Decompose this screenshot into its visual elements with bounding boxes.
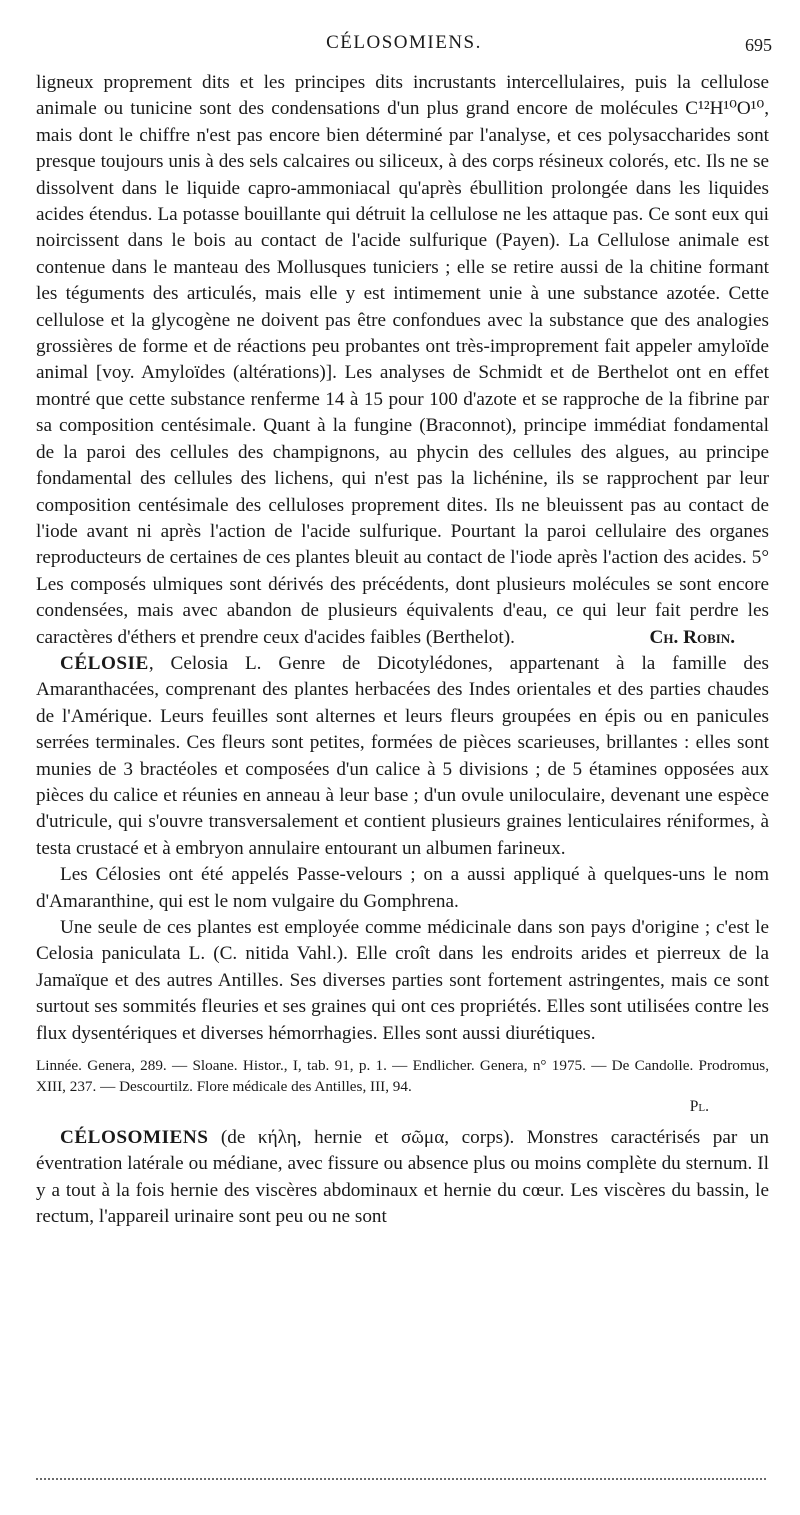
page-body [36,70,769,1231]
celosie-text: , Celosia L. Genre de Dicotylédones, appartenant à la famille des Amaranthacées, comprenant des plantes herbacées des Indes orientales et des parties chaudes de l'Amérique. Leurs feuilles sont alternes et leurs fleurs groupées en épis ou en panicules serrées terminales. Ces fleurs sont petites, formées de pièces scarieuses, brillantes : elles sont munies de 3 bractéoles et composées d'un calice à 5 divisions ; de 5 étamines opposées aux pièces du calice et réunies en anneau à leur base ; d'un ovule uniloculaire, devenant une espèce d'utricule, qui s'ouvre transversalement et contient plusieurs graines lenticulaires réniformes, à testa crustacé et à embryon annulaire entourant un albumen farineux. [36,652,769,859]
cellulose-paragraph [36,70,769,651]
footer-dotted-rule [36,1478,766,1480]
author-signature-robin: Ch. Robin. [649,626,735,648]
celosie-entry [36,651,769,862]
celosomiens-text: (de κήλη, hernie et σῶμα, corps). Monstres caractérisés par un éventration latérale ou médiane, avec fissure ou absence plus ou moins complète du sternum. Il y a tout à la fois hernie des viscères abdominaux et hernie du cœur. Les viscères du bassin, le rectum, l'appareil urinaire sont peu ou ne sont [36,1127,769,1228]
running-title: CÉLOSOMIENS. [326,32,482,53]
medicinal-paragraph: Une seule de ces plantes est employée comme médicinale dans son pays d'origine ; c'est le Celosia paniculata L. (C. nitida Vahl.). Elle croît dans les endroits arides et pierreux de la Jamaïque et des autres Antilles. Ses diverses parties sont fortement astringentes, mais ce sont surtout ses sommités fleuries et ses graines qui ont ces propriétés. Elles sont utilisées contre les flux dysentériques et diverses hémorrhagies. Elles sont aussi diurétiques. [36,917,769,1044]
celosie-headword: CÉLOSIE [60,652,149,674]
cellulose-text: ligneux proprement dits et les principes dits incrustants intercellulaires, puis la cellulose animale ou tunicine sont des condensations d'un plus grand encore de molécules C¹²H¹⁰O¹⁰, mais dont le chiffre n'est pas encore bien déterminé par l'analyse, et ces polysaccharides sont presque toujours unis à des sels calcaires ou siliceux, à des corps résineux colorés, etc. Ils ne se dissolvent dans le liquide capro-ammoniacal qu'après ébullition prolongée dans les liquides acides étendus. La potasse bouillante qui détruit la cellulose ne les attaque pas. Ce sont eux qui noircissent dans le bois au contact de l'acide sulfurique (Payen). La Cellulose animale est contenue dans le manteau des Mollusques tuniciers ; elle se retire aussi de la chitine formant les téguments des articulés, mais elle y est intimement unie à une substance azotée. Cette cellulose et la glycogène ne doivent pas être confondues avec la substance que des analogies grossières de forme et de réactions peu probantes ont très-improprement fait appeler amyloïde animal [voy. Amyloïdes (altérations)]. Les analyses de Schmidt et de Berthelot ont en effet montré que cette substance renferme 14 à 15 pour 100 d'azote et se rapproche de la fibrine par sa composition centésimale. Quant à la fungine (Braconnot), principe immédiat fondamental de la paroi des cellules des champignons, au phycin des cellules des algues, au principe fondamental des cellules des lichens, qui n'est pas la lichénine, ils se rapprochent par leur composition centésimale des celluloses proprement dites. Ils ne bleuissent pas au contact de l'iode avant ni après l'action de l'acide sulfurique. Pourtant la paroi cellulaire des organes reproducteurs de certaines de ces plantes bleuit au contact de l'iode après l'action des acides. 5° Les composés ulmiques sont dérivés des précédents, dont plusieurs molécules se sont encore condensées, mais avec abandon de plusieurs équivalents d'eau, ce qui leur fait perdre les caractères d'éthers et prendre ceux d'acides faibles (Berthelot). [36,72,769,648]
page-number: 695 [745,35,772,55]
celosomiens-headword: CÉLOSOMIENS [60,1127,209,1149]
bibliography-references: Linnée. Genera, 289. — Sloane. Histor., I, tab. 91, p. 1. — Endlicher. Genera, n° 1975. — De Candolle. Prodromus, XIII, 237. — Descourtilz. Flore médicale des Antilles, III, 94. [36,1057,769,1096]
celosies-names-paragraph: Les Célosies ont été appelés Passe-velours ; on a aussi appliqué à quelques-uns le nom d'Amaranthine, qui est le nom vulgaire du Gomphrena. [36,864,769,912]
celosomiens-entry [36,1125,769,1231]
author-signature-pl: Pl. [689,1098,709,1116]
running-header [36,30,772,60]
